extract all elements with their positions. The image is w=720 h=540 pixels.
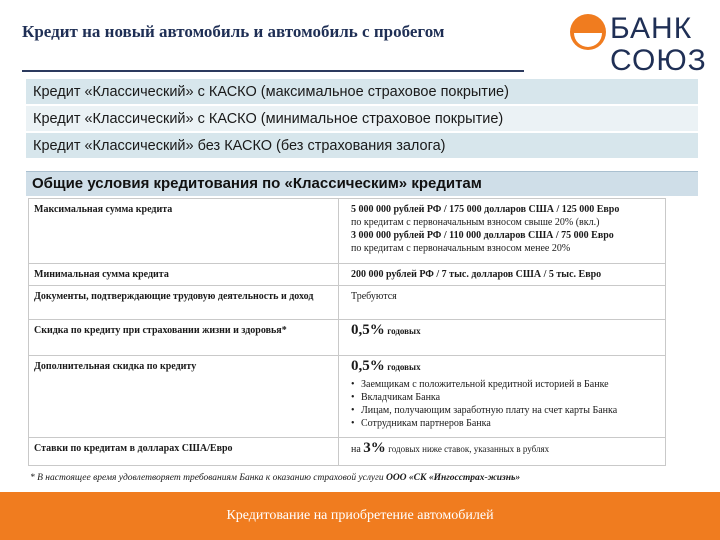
discount-conditions-list [351, 378, 661, 430]
discount-unit: годовых [387, 362, 421, 372]
orange-circle-logo-icon [570, 14, 606, 50]
row-value: Требуются [339, 286, 666, 320]
row-value [339, 438, 666, 466]
row-label: Дополнительная скидка по кредиту [29, 356, 339, 438]
value-line: по кредитам с первоначальным взносом менее 20% [351, 243, 571, 254]
credit-options-list [26, 79, 698, 160]
value-line: по кредитам с первоначальным взносом свыше 20% (вкл.) [351, 217, 600, 228]
row-label: Минимальная сумма кредита [29, 264, 339, 286]
row-label: Документы, подтверждающие трудовую деятельность и доход [29, 286, 339, 320]
discount-unit: годовых [387, 326, 421, 336]
logo-text-line1: БАНК [610, 12, 693, 45]
rate-prefix: на [351, 444, 361, 455]
row-label: Скидка по кредиту при страховании жизни и здоровья* [29, 320, 339, 356]
value-line: 3 000 000 рублей РФ / 110 000 долларов США / 75 000 Евро [351, 230, 614, 241]
page-title: Кредит на новый автомобиль и автомобиль с пробегом [22, 22, 445, 41]
row-value [339, 199, 666, 264]
table-row [29, 356, 666, 438]
footer-text: Кредитование на приобретение автомобилей [226, 508, 494, 523]
row-value [339, 356, 666, 438]
row-label: Ставки по кредитам в долларах США/Евро [29, 438, 339, 466]
discount-value: 0,5% [351, 322, 385, 338]
footnote [30, 473, 680, 483]
list-item: • Заемщикам с положительной кредитной историей в Банке [351, 378, 661, 391]
footnote-text: * В настоящее время удовлетворяет требованиям Банка к оказанию страховой услуги [30, 473, 384, 483]
table-row [29, 264, 666, 286]
footer-bar [0, 492, 720, 540]
table-row [29, 438, 666, 466]
table-row [29, 320, 666, 356]
footnote-company: ООО «СК «Ингосстрах-жизнь» [385, 473, 521, 483]
row-value: 200 000 рублей РФ / 7 тыс. долларов США / 5 тыс. Евро [339, 264, 666, 286]
row-value [339, 320, 666, 356]
list-item: • Сотрудникам партнеров Банка [351, 417, 661, 430]
value-line: 5 000 000 рублей РФ / 175 000 долларов США / 125 000 Евро [351, 204, 620, 215]
table-row [29, 286, 666, 320]
credit-option-casco-min: Кредит «Классический» с КАСКО (минимальное страховое покрытие) [26, 106, 698, 132]
rate-description: годовых ниже ставок, указанных в рублях [388, 444, 550, 454]
credit-option-no-casco: Кредит «Классический» без КАСКО (без страхования залога) [26, 133, 698, 159]
row-label: Максимальная сумма кредита [29, 199, 339, 264]
logo-text-line2: СОЮЗ [610, 44, 707, 77]
rate-value: 3% [363, 440, 386, 456]
conditions-table [28, 198, 666, 466]
credit-option-casco-max: Кредит «Классический» с КАСКО (максимальное страховое покрытие) [26, 79, 698, 105]
discount-value: 0,5% [351, 358, 385, 374]
list-item: • Вкладчикам Банка [351, 391, 661, 404]
conditions-section-title: Общие условия кредитования по «Классическим» кредитам [26, 171, 698, 196]
bank-logo [566, 6, 716, 76]
list-item: • Лицам, получающим заработную плату на счет карты Банка [351, 404, 661, 417]
table-row [29, 199, 666, 264]
title-divider [22, 70, 524, 72]
